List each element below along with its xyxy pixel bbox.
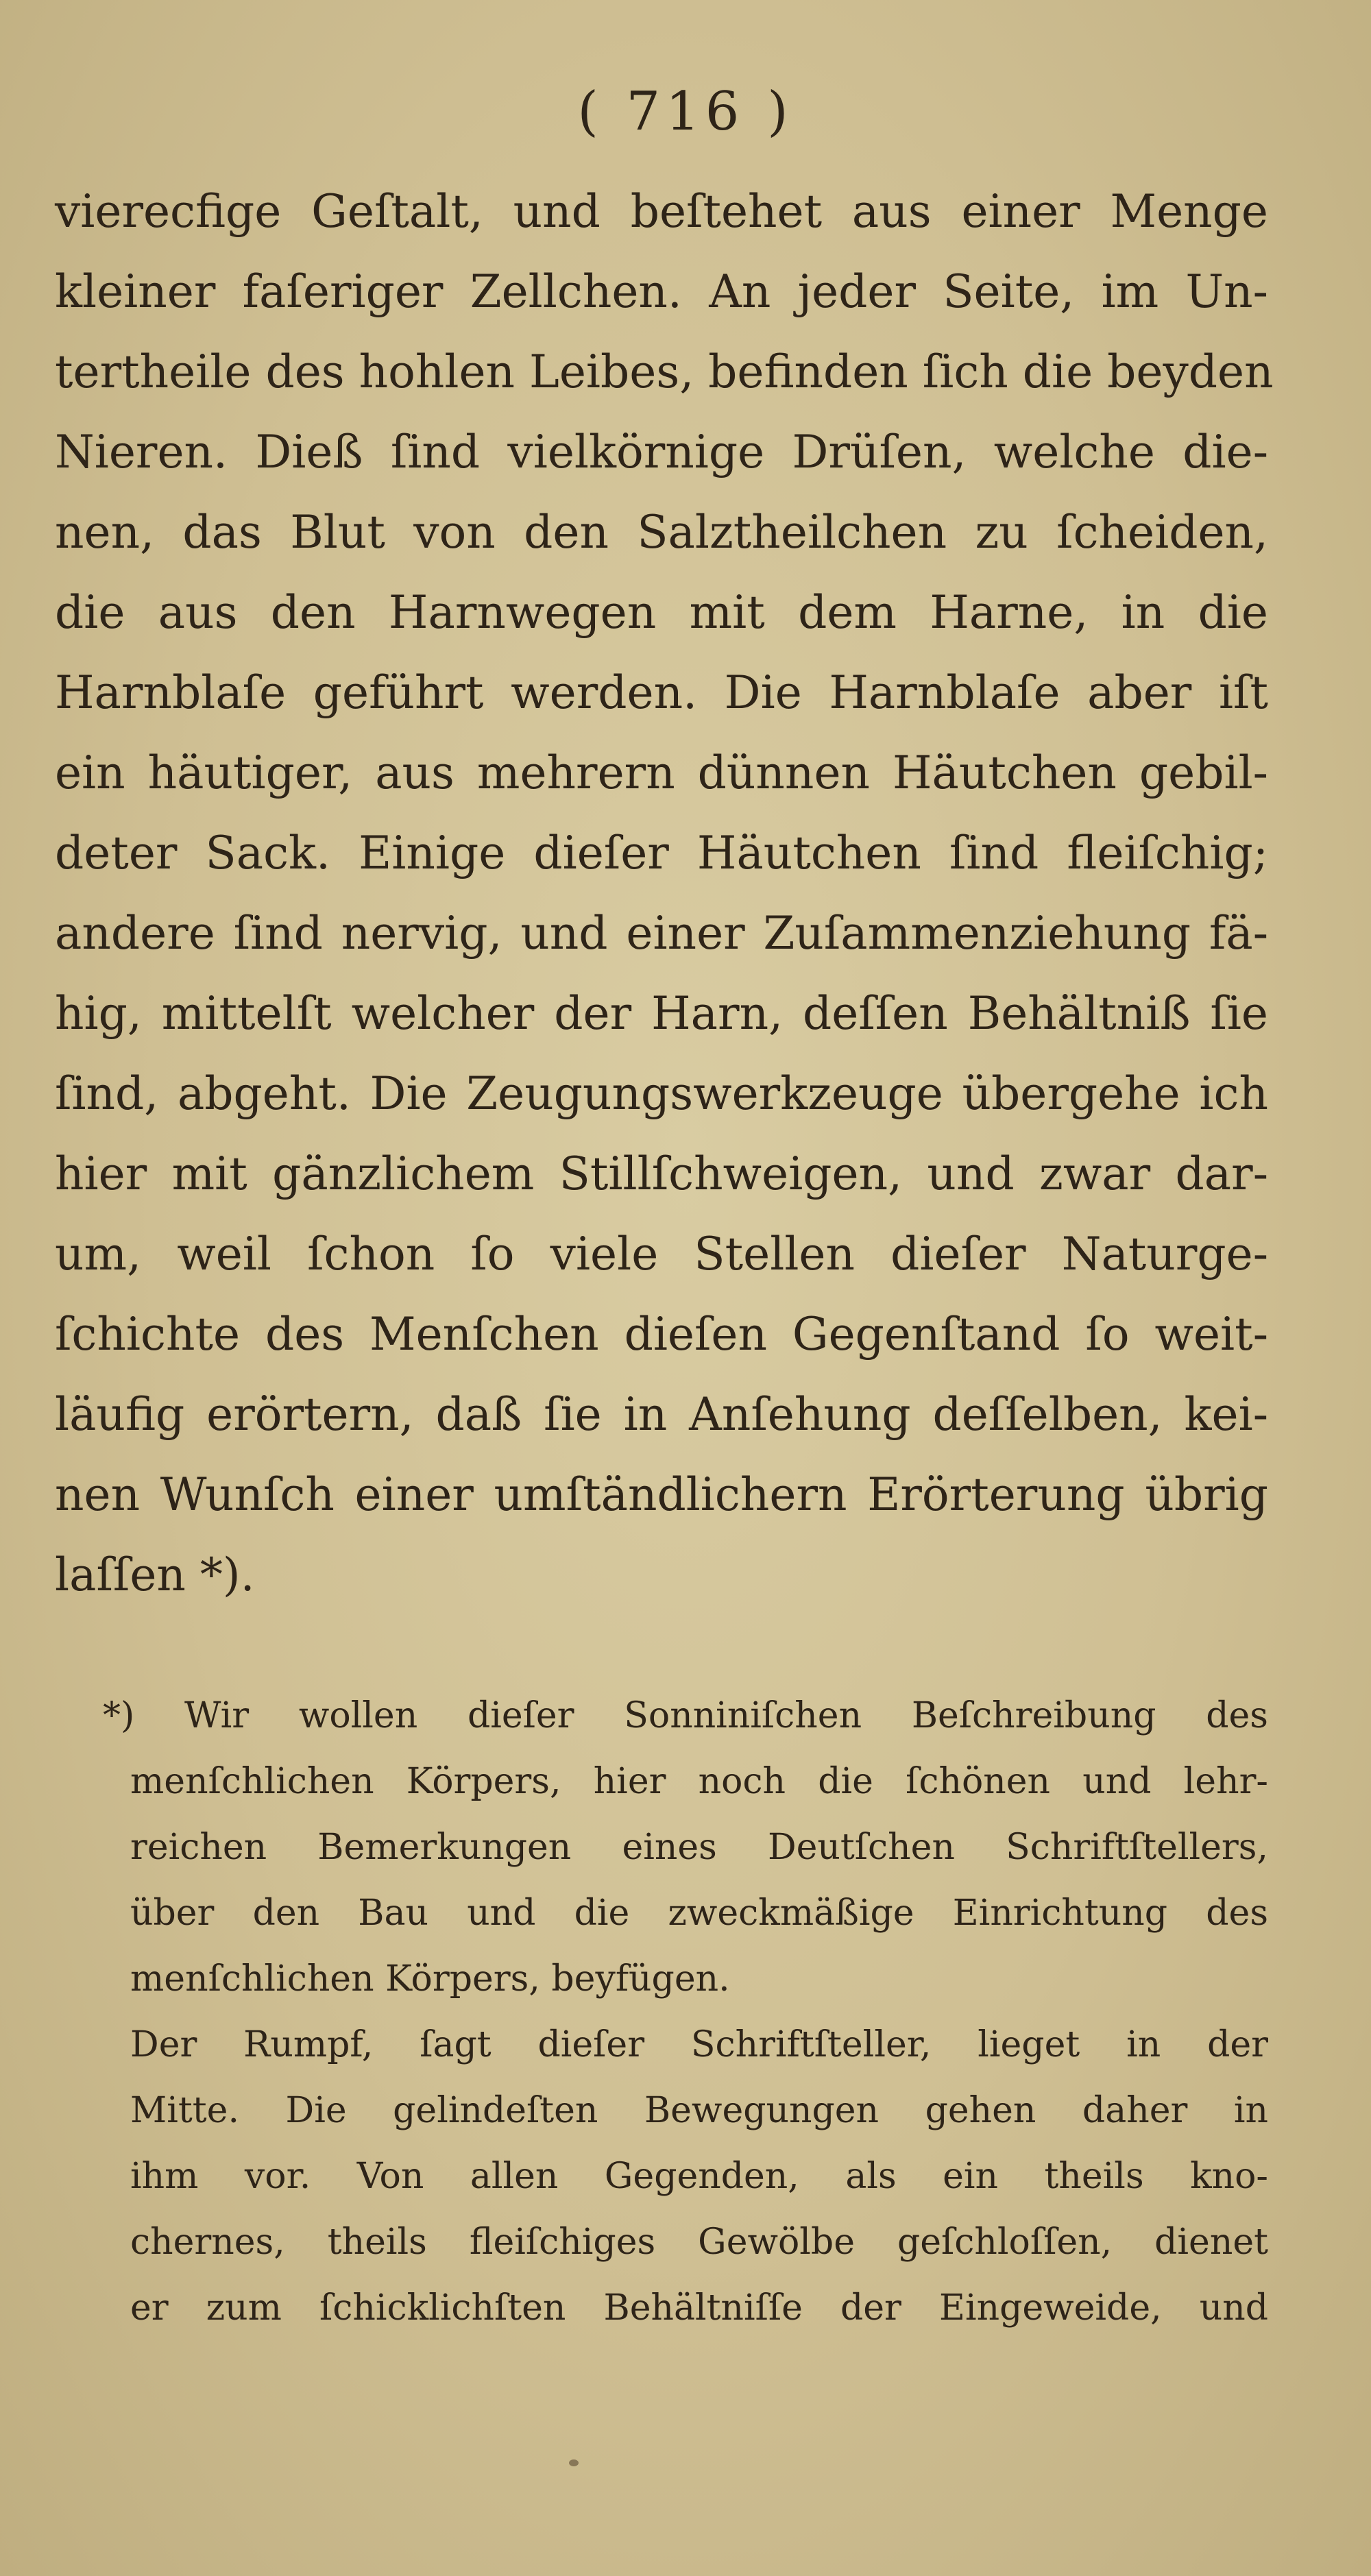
footnote-line: er zum ſchicklichſten Behältniſſe der Eingeweide, und xyxy=(130,2287,1268,2329)
footnote-line: *) Wir wollen dieſer Sonniniſchen Beſchreibung des xyxy=(103,1695,1268,1736)
ink-speck xyxy=(569,2459,579,2466)
text-line: ein häutiger, aus mehrern dünnen Häutchen gebil- xyxy=(55,746,1268,799)
page-number: ( 716 ) xyxy=(577,81,794,143)
text-line: hier mit gänzlichem Stillſchweigen, und zwar dar- xyxy=(55,1147,1268,1200)
text-line: laſſen *). xyxy=(55,1548,255,1601)
footnote-line: ihm vor. Von allen Gegenden, als ein theils kno- xyxy=(130,2156,1268,2197)
text-line: um, weil ſchon ſo viele Stellen dieſer Naturge- xyxy=(55,1228,1268,1280)
footnote-line: chernes, theils fleiſchiges Gewölbe geſchloſſen, dienet xyxy=(130,2222,1268,2263)
footnote-line: Der Rumpf, ſagt dieſer Schriftſteller, lieget in der xyxy=(130,2024,1268,2065)
text-line: die aus den Harnwegen mit dem Harne, in die xyxy=(55,586,1268,639)
text-line: vierecfige Geſtalt, und beſtehet aus einer Menge xyxy=(55,185,1268,238)
text-line: andere ſind nervig, und einer Zuſammenziehung fä- xyxy=(55,907,1268,960)
text-line: ſchichte des Menſchen dieſen Gegenſtand ſo weit- xyxy=(55,1308,1268,1361)
text-line: nen Wunſch einer umſtändlichern Erörterung übrig xyxy=(55,1468,1268,1521)
text-line: kleiner faſeriger Zellchen. An jeder Seite, im Un- xyxy=(55,265,1268,318)
footnote-line: über den Bau und die zweckmäßige Einrichtung des xyxy=(130,1893,1268,1934)
text-line: Nieren. Dieß ſind vielkörnige Drüſen, welche die- xyxy=(55,426,1268,478)
footnote-line: menſchlichen Körpers, beyfügen. xyxy=(130,1958,730,2000)
text-line: deter Sack. Einige dieſer Häutchen ſind fleiſchig; xyxy=(55,827,1268,879)
text-line: tertheile des hohlen Leibes, befinden ſich die beyden xyxy=(55,345,1274,398)
footnote-line: Mitte. Die gelindeſten Bewegungen gehen daher in xyxy=(130,2090,1268,2131)
main-text-block xyxy=(55,171,1274,1615)
footnote-line: reichen Bemerkungen eines Deutſchen Schriftſtellers, xyxy=(130,1827,1268,1868)
text-line: hig, mittelſt welcher der Harn, deſſen Behältniß ſie xyxy=(55,987,1268,1040)
footnote-block xyxy=(103,1683,1268,2341)
text-line: nen, das Blut von den Salztheilchen zu ſcheiden, xyxy=(55,506,1268,559)
text-line: Harnblaſe geführt werden. Die Harnblaſe aber iſt xyxy=(55,666,1268,719)
footnote-line: menſchlichen Körpers, hier noch die ſchönen und lehr- xyxy=(130,1761,1268,1802)
text-line: läufig erörtern, daß ſie in Anſehung deſſelben, kei- xyxy=(55,1388,1268,1441)
text-line: ſind, abgeht. Die Zeugungswerkzeuge übergehe ich xyxy=(55,1067,1268,1120)
